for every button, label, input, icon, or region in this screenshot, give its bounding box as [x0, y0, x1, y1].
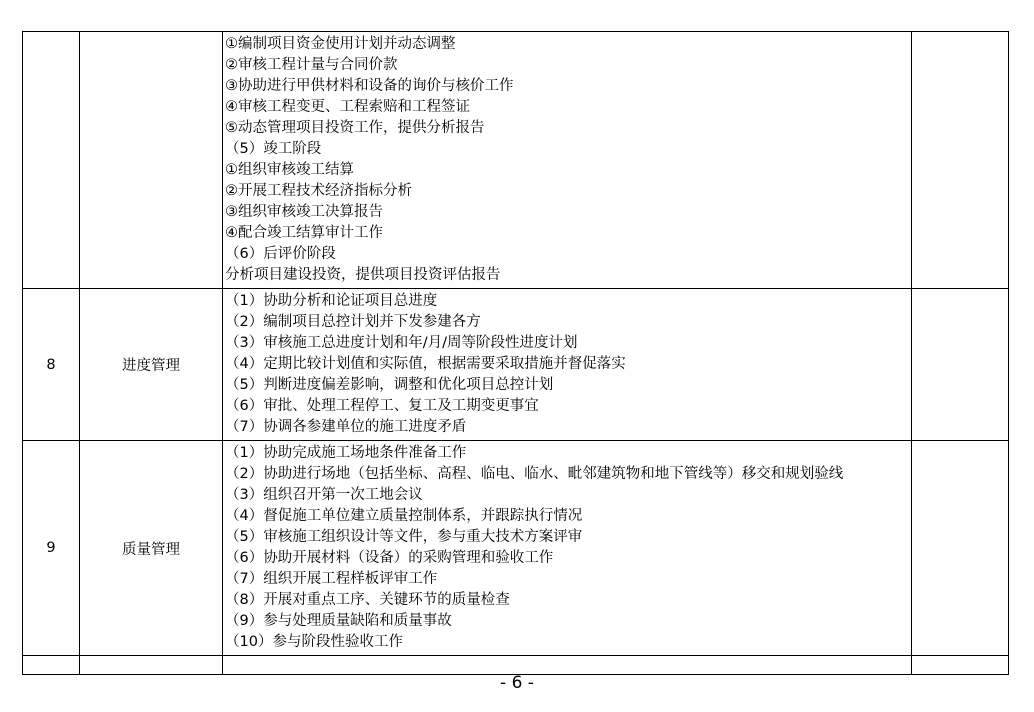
row-items-cell	[223, 32, 912, 289]
list-item: （4）督促施工单位建立质量控制体系，并跟踪执行情况	[225, 508, 583, 524]
list-item: ③组织审核竣工决算报告	[225, 204, 383, 220]
row-number-cell	[23, 32, 80, 289]
list-item: （7）协调各参建单位的施工进度矛盾	[225, 419, 467, 435]
list-item: （3）组织召开第一次工地会议	[225, 487, 423, 503]
list-item: （3）审核施工总进度计划和年/月/周等阶段性进度计划	[225, 335, 578, 351]
list-item: ⑤动态管理项目投资工作，提供分析报告	[225, 120, 485, 136]
table-row	[23, 289, 1009, 441]
row-items-cell	[223, 441, 912, 656]
row-remark-cell	[912, 289, 1009, 441]
list-item: ①编制项目资金使用计划并动态调整	[225, 36, 456, 52]
list-item: （6）协助开展材料（设备）的采购管理和验收工作	[225, 550, 554, 566]
list-item: （2）编制项目总控计划并下发参建各方	[225, 314, 481, 330]
list-item: （2）协助进行场地（包括坐标、高程、临电、临水、毗邻建筑物和地下管线等）移交和规划验线	[225, 466, 844, 482]
list-item: （1）协助完成施工场地条件准备工作	[225, 445, 467, 461]
list-item: ③协助进行甲供材料和设备的询价与核价工作	[225, 78, 514, 94]
row-remark-cell	[912, 441, 1009, 656]
row-category-cell: 质量管理	[80, 441, 223, 656]
row-remark-cell	[912, 32, 1009, 289]
service-content-table	[22, 31, 1009, 675]
list-item: （6）后评价阶段	[225, 246, 336, 262]
row-category-cell	[80, 32, 223, 289]
list-item: ④审核工程变更、工程索赔和工程签证	[225, 99, 470, 115]
list-item: （5）判断进度偏差影响，调整和优化项目总控计划	[225, 377, 554, 393]
list-item: 分析项目建设投资，提供项目投资评估报告	[225, 267, 501, 283]
table-row	[23, 441, 1009, 656]
list-item: ②开展工程技术经济指标分析	[225, 183, 412, 199]
page-number: - 6 -	[500, 673, 534, 693]
row-category-cell: 进度管理	[80, 289, 223, 441]
row-items-cell	[223, 289, 912, 441]
list-item: （4）定期比较计划值和实际值，根据需要采取措施并督促落实	[225, 356, 626, 372]
list-item: （1）协助分析和论证项目总进度	[225, 293, 438, 309]
list-item: ④配合竣工结算审计工作	[225, 225, 383, 241]
list-item: （7）组织开展工程样板评审工作	[225, 571, 438, 587]
list-item: （9）参与处理质量缺陷和质量事故	[225, 613, 452, 629]
list-item: （6）审批、处理工程停工、复工及工期变更事宜	[225, 398, 539, 414]
row-number-cell: 8	[23, 289, 80, 441]
list-item: （5）竣工阶段	[225, 141, 322, 157]
list-item: （8）开展对重点工序、关键环节的质量检查	[225, 592, 510, 608]
list-item: （10）参与阶段性验收工作	[225, 634, 403, 650]
list-item: （5）审核施工组织设计等文件，参与重大技术方案评审	[225, 529, 583, 545]
list-item: ①组织审核竣工结算	[225, 162, 354, 178]
table-row	[23, 32, 1009, 289]
list-item: ②审核工程计量与合同价款	[225, 57, 398, 73]
row-number-cell: 9	[23, 441, 80, 656]
